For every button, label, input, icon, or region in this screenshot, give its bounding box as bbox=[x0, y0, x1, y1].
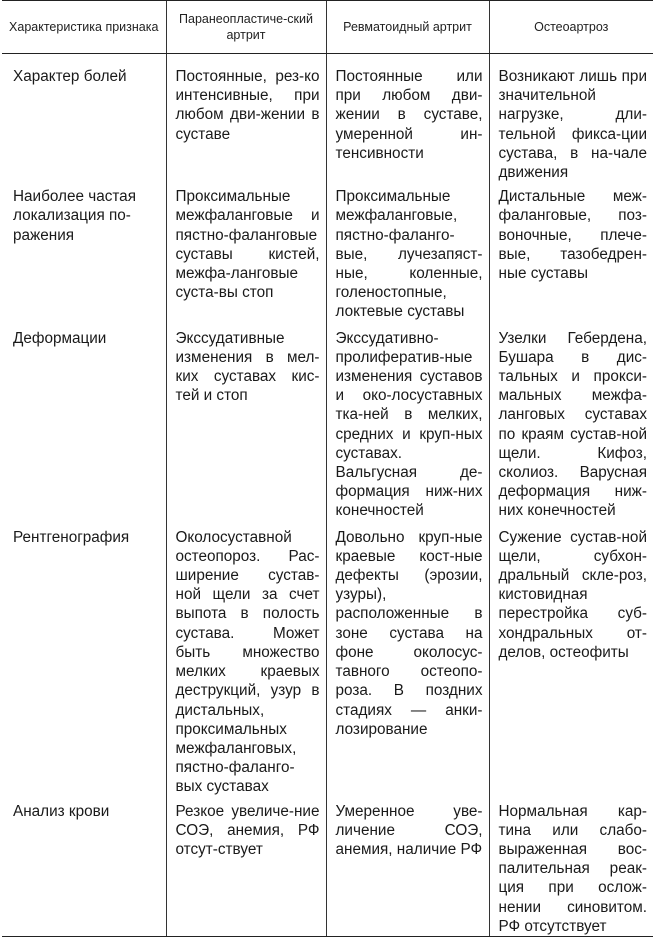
table-row-localization bbox=[2, 182, 653, 321]
header-paraneoplastic-arthritis: Паранеопластиче-ский артрит bbox=[166, 1, 326, 54]
comparison-table bbox=[2, 0, 653, 937]
rheumatoid-cell: Постоянные или при любом дви-жении в суставе, умеренной ин-тенсивности bbox=[326, 54, 489, 183]
paraneoplastic-cell: Резкое увеличе-ние СОЭ, анемия, РФ отсут-ствует bbox=[166, 797, 326, 937]
paraneoplastic-cell: Проксимальные межфаланговые и пястно-фаланговые суставы кистей, межфа-ланговые суста-вы стоп bbox=[166, 182, 326, 321]
osteoarthrosis-cell: Дистальные меж-фаланговые, поз-воночные, плече-вые, тазобедрен-ные суставы bbox=[489, 182, 653, 321]
osteoarthrosis-cell: Возникают лишь при значительной нагрузке, дли-тельной фикса-ции сустава, в на-чале движения bbox=[489, 54, 653, 183]
feature-cell: Рентгенография bbox=[13, 528, 130, 546]
paraneoplastic-cell: Околосуставной остеопороз. Рас-ширение сустав-ной щели за счет выпота в полость сустава. Может быть множество мелких краевых деструкций, узур в дистальных, проксимальных межфаланговых, пястно-фаланго-вых суставах bbox=[166, 521, 326, 797]
table-row-deformations bbox=[2, 322, 653, 521]
header-feature: Характеристика признака bbox=[2, 1, 166, 54]
osteoarthrosis-cell: Сужение сустав-ной щели, субхон-дральный скле-роз, кистовидная перестройка суб-хондральных от-делов, остеофиты bbox=[489, 521, 653, 797]
osteoarthrosis-cell: Нормальная кар-тина или слабо-выраженная вос-палительная реак-ция при ослож-нении синовитом. РФ отсутствует bbox=[489, 797, 653, 937]
feature-cell: Наиболее частая локализация по-ражения bbox=[13, 188, 136, 244]
feature-cell: Характер болей bbox=[13, 68, 127, 85]
table-row-pain bbox=[2, 54, 653, 183]
paraneoplastic-cell: Постоянные, рез-ко интенсивные, при любом дви-жении в суставе bbox=[166, 54, 326, 183]
header-osteoarthrosis: Остеоартроз bbox=[489, 1, 653, 54]
rheumatoid-cell: Довольно круп-ные краевые кост-ные дефекты (эрозии, узуры), расположенные в зоне сустава на фоне околосус-тавного остеопо-роза. В поздних стадиях — анки-лозирование bbox=[326, 521, 489, 797]
header-rheumatoid-arthritis: Ревматоидный артрит bbox=[326, 1, 489, 54]
osteoarthrosis-cell: Узелки Гебердена, Бушара в дис-тальных и прокси-мальных межфа-ланговых суставах по краям сустав-ной щели. Кифоз, сколиоз. Варусная деформация ниж-них конечностей bbox=[489, 322, 653, 521]
table-body bbox=[2, 54, 653, 937]
feature-cell: Деформации bbox=[13, 329, 107, 347]
rheumatoid-cell: Экссудативно-пролифератив-ные изменения суставов и око-лосуставных тка-ней в мелких, средних и круп-ных суставах. Вальгусная де-формация ниж-них конечностей bbox=[326, 322, 489, 521]
feature-cell: Анализ крови bbox=[2, 797, 166, 937]
rheumatoid-cell: Проксимальные межфаланговые, пястно-фаланго-вые, лучезапяст-ные, коленные, голеностопные, локтевые суставы bbox=[326, 182, 489, 321]
table-row-radiography bbox=[2, 521, 653, 797]
table-row-blood-test bbox=[2, 797, 653, 937]
table-header bbox=[2, 1, 653, 54]
header-row bbox=[2, 1, 653, 54]
rheumatoid-cell: Умеренное уве-личение СОЭ, анемия, наличие РФ bbox=[326, 797, 489, 937]
paraneoplastic-cell: Экссудативные изменения в мел-ких суставах кис-тей и стоп bbox=[166, 322, 326, 521]
